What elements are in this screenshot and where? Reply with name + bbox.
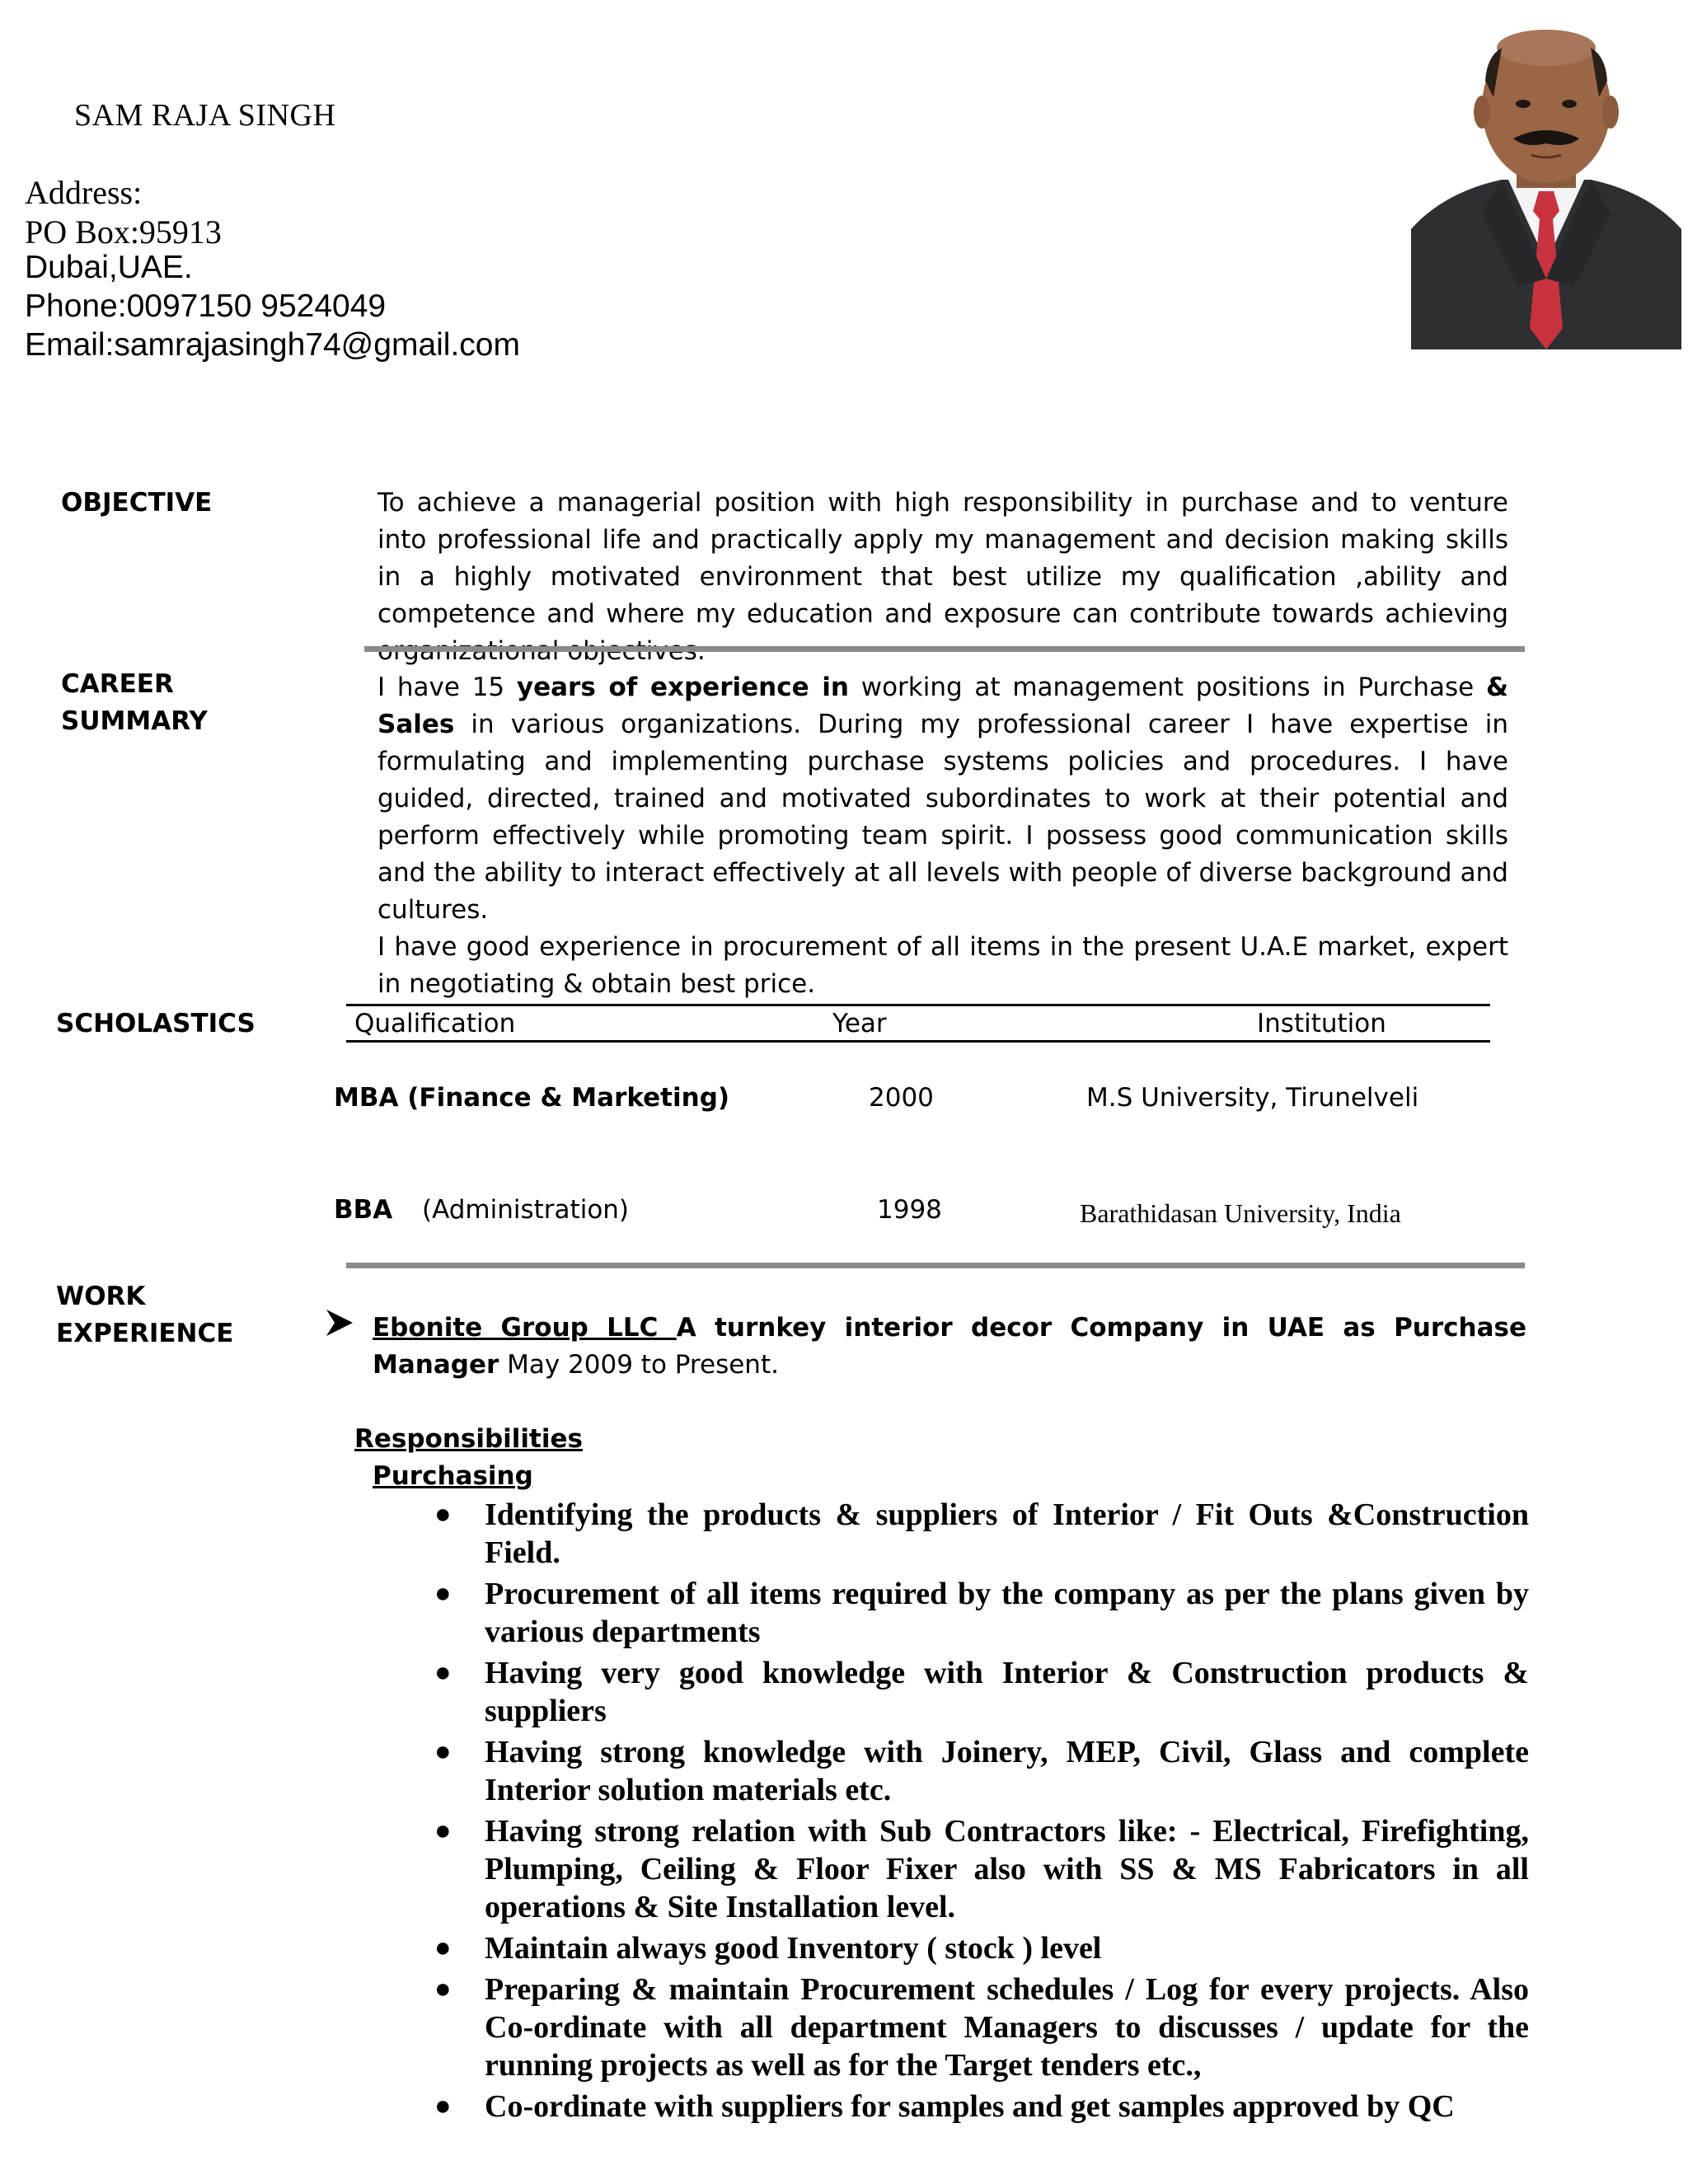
responsibilities-list	[429, 1496, 1529, 2129]
list-item-text: Having very good knowledge with Interior & Construction products & suppliers	[485, 1656, 1529, 1728]
job-role: A turnkey interior decor Company in UAE as Purchase Manager	[373, 1313, 1526, 1380]
work-experience-label-line2: EXPERIENCE	[56, 1319, 234, 1348]
degree-bba-specialization: (Administration)	[422, 1195, 630, 1225]
list-item	[429, 1496, 1529, 1572]
candidate-name: SAM RAJA SINGH	[74, 98, 336, 133]
career-summary-label	[61, 666, 208, 740]
career-summary-paragraph-1	[377, 669, 1508, 929]
summary-text-d: & Sales	[377, 673, 1508, 739]
table-header-rule	[346, 1040, 1490, 1043]
degree-bba: BBA	[334, 1195, 393, 1225]
list-item	[429, 1575, 1529, 1651]
list-item-text: Co-ordinate with suppliers for samples and get samples approved by QC	[485, 2089, 1455, 2124]
objective-text: To achieve a managerial position with high responsibility in purchase and to venture into professional life and practically apply my management and decision making skills in a highly motivated environment that best utilize my qualification ,ability and competence and where my education and exposure can contribute towards achieving	[377, 488, 1508, 629]
list-item-text: Procurement of all items required by the company as per the plans given by various departments	[485, 1577, 1529, 1649]
job-entry	[373, 1310, 1526, 1384]
bullet-dot-icon: ●	[434, 1933, 452, 1963]
summary-text-e: in various organizations. During my professional career I have expertise in formulating and implementing purchase systems policies and procedures. I have guided, directed, trained and motivated subordinates to work at their potential and perform effectively while promoting team spirit. I possess good communication skills and the ability to interact effectively at all levels with people of diverse background and cultures.	[377, 710, 1508, 925]
institution-bba: Barathidasan University, India	[1080, 1198, 1401, 1228]
arrow-bullet-icon	[325, 1306, 354, 1343]
career-summary-label-line2: SUMMARY	[61, 706, 208, 736]
profile-photo	[1411, 15, 1681, 349]
bullet-dot-icon: ●	[434, 2091, 452, 2121]
list-item-text: Maintain always good Inventory ( stock ) level	[485, 1931, 1102, 1966]
list-item	[429, 1654, 1529, 1730]
divider	[346, 1263, 1525, 1268]
bullet-dot-icon: ●	[434, 1499, 452, 1530]
summary-text-c: working at management positions in Purchase	[848, 673, 1486, 702]
list-item-text: Identifying the products & suppliers of Interior / Fit Outs &Construction Field.	[485, 1497, 1529, 1570]
bullet-dot-icon: ●	[434, 1657, 452, 1688]
list-item	[429, 1812, 1529, 1926]
summary-text-b: years of experience in	[516, 673, 849, 702]
bullet-dot-icon: ●	[434, 1578, 452, 1609]
po-box: PO Box:95913	[25, 213, 222, 251]
company-name: Ebonite Group LLC	[373, 1313, 677, 1343]
list-item	[429, 1971, 1529, 2084]
column-header-year: Year	[832, 1009, 887, 1038]
objective-label: OBJECTIVE	[61, 488, 213, 518]
address-label: Address:	[25, 174, 143, 211]
career-summary-text	[377, 669, 1508, 1003]
phone-number: Phone:0097150 9524049	[25, 288, 387, 324]
work-experience-label-line1: WORK	[56, 1282, 146, 1311]
divider	[364, 646, 1525, 652]
work-experience-label	[56, 1278, 233, 1352]
summary-text-a: I have 15	[377, 673, 517, 702]
list-item	[429, 2088, 1529, 2125]
bullet-dot-icon: ●	[434, 1816, 452, 1846]
list-item-text: Having strong knowledge with Joinery, MEP, Civil, Glass and complete Interior solution materials etc.	[485, 1735, 1529, 1807]
year-mba: 2000	[869, 1083, 934, 1113]
responsibilities-heading: Responsibilities	[354, 1424, 583, 1454]
list-item-text: Having strong relation with Sub Contractors like: - Electrical, Firefighting, Plumping, Ceiling & Floor Fixer also with SS & MS Fabricators in all operations & Site Installation level.	[485, 1814, 1529, 1924]
career-summary-paragraph-2: I have good experience in procurement of all items in the present U.A.E market, expert in negotiating & obtain best price.	[377, 932, 1508, 999]
bullet-dot-icon: ●	[434, 1736, 452, 1767]
email-address: Email:samrajasingh74@gmail.com	[25, 327, 520, 363]
list-item	[429, 1929, 1529, 1967]
job-period: May 2009 to Present.	[499, 1350, 779, 1380]
list-item-text: Preparing & maintain Procurement schedules / Log for every projects. Also Co-ordinate with all department Managers to discusses / update for the running projects as well as for the Target tenders etc.,	[485, 1972, 1529, 2083]
city: Dubai,UAE.	[25, 250, 193, 285]
institution-mba: M.S University, Tirunelveli	[1086, 1083, 1419, 1113]
purchasing-heading: Purchasing	[373, 1461, 533, 1491]
year-bba: 1998	[877, 1195, 942, 1225]
column-header-qualification: Qualification	[354, 1009, 516, 1038]
bullet-dot-icon: ●	[434, 1974, 452, 2004]
career-summary-label-line1: CAREER	[61, 669, 174, 699]
column-header-institution: Institution	[1257, 1009, 1386, 1038]
degree-mba: MBA (Finance & Marketing)	[334, 1083, 730, 1113]
list-item	[429, 1733, 1529, 1809]
scholastics-label: SCHOLASTICS	[56, 1009, 256, 1038]
